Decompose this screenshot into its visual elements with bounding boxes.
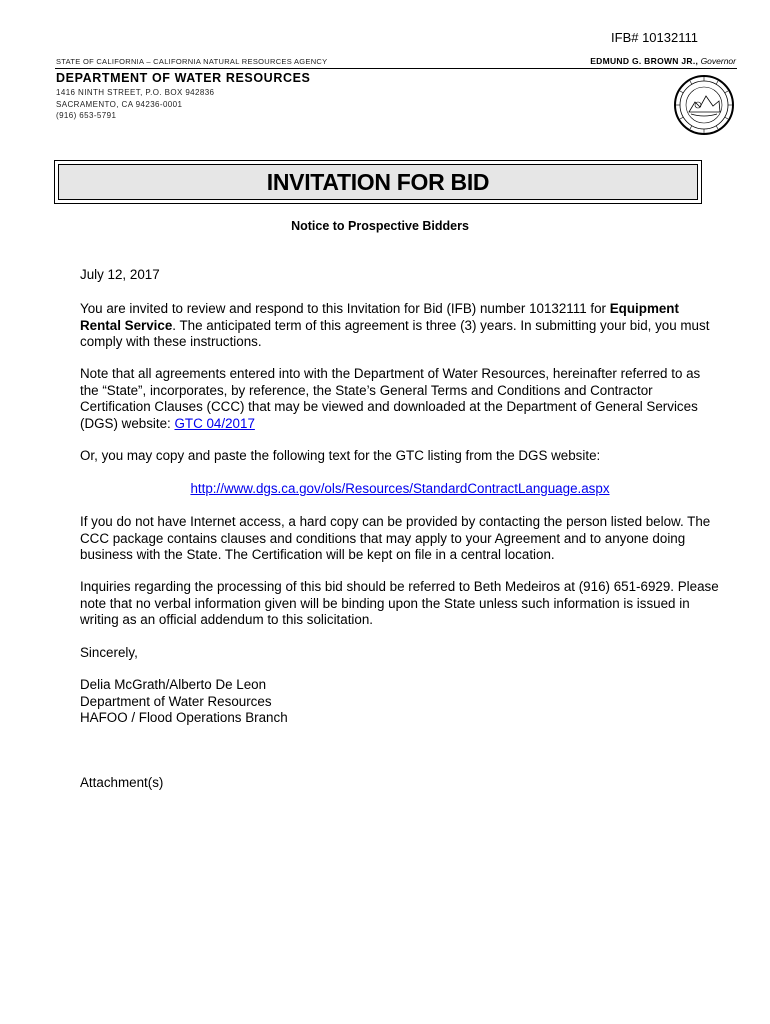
governor-name: EDMUND G. BROWN JR., <box>590 56 699 66</box>
paragraph-invitation: You are invited to review and respond to this Invitation for Bid (IFB) number 10132111 for Equipment Rental Service. The anticipated term of this agreement is three (3) years. In submitting your bid, you must comply with these instructions. <box>80 301 710 349</box>
gtc-link[interactable]: GTC 04/2017 <box>174 415 255 431</box>
signature-line: Delia McGrath/Alberto De Leon <box>80 677 267 692</box>
document-title: INVITATION FOR BID <box>266 168 490 195</box>
paragraph-copy-paste: Or, you may copy and paste the following text for the GTC listing from the DGS website: <box>80 448 601 463</box>
service-name: Equipment Rental Service <box>80 301 679 333</box>
state-seal-icon <box>673 74 735 136</box>
header-rule <box>55 68 737 69</box>
address-line: (916) 653-5791 <box>56 111 117 120</box>
signature-line: Department of Water Resources <box>80 693 272 709</box>
title-box <box>54 160 702 204</box>
document-subtitle: Notice to Prospective Bidders <box>291 219 469 233</box>
governor-title: Governor <box>700 56 736 66</box>
paragraph-agreements: Note that all agreements entered into with the Department of Water Resources, hereinafter referred to as the “State”, incorporates, by reference, the State’s General Terms and Conditions and Contractor Certification Clauses (CCC) that may be viewed and downloaded at the Department of General Services (DGS) website: GTC 04/2017 <box>80 366 701 431</box>
department-name: DEPARTMENT OF WATER RESOURCES <box>56 71 311 85</box>
paragraph-hard-copy: If you do not have Internet access, a hard copy can be provided by contacting the person listed below. The CCC package contains clauses and conditions that may apply to your Agreement and to anyone doing business with the State. The Certification will be kept on file in a central location. <box>80 514 711 562</box>
address-line: 1416 NINTH STREET, P.O. BOX 942836 <box>56 88 215 97</box>
state-agency-line: STATE OF CALIFORNIA – CALIFORNIA NATURAL RESOURCES AGENCY <box>56 57 328 66</box>
signature-block <box>80 677 720 727</box>
dgs-url-link[interactable]: http://www.dgs.ca.gov/ols/Resources/StandardContractLanguage.aspx <box>190 481 610 496</box>
dgs-url-line <box>80 481 720 498</box>
signature-line: HAFOO / Flood Operations Branch <box>80 710 288 725</box>
paragraph-inquiries: Inquiries regarding the processing of this bid should be referred to Beth Medeiros at (916) 651-6929. Please note that no verbal information given will be binding upon the State unless such information is issued in writing as an official addendum to this solicitation. <box>80 579 719 627</box>
letter-date: July 12, 2017 <box>80 267 160 282</box>
closing: Sincerely, <box>80 645 138 660</box>
department-address <box>56 87 214 122</box>
address-line: SACRAMENTO, CA 94236-0001 <box>56 99 183 109</box>
ifb-number: IFB# 10132111 <box>611 30 698 45</box>
attachments: Attachment(s) <box>80 775 164 790</box>
governor-line <box>590 56 736 66</box>
